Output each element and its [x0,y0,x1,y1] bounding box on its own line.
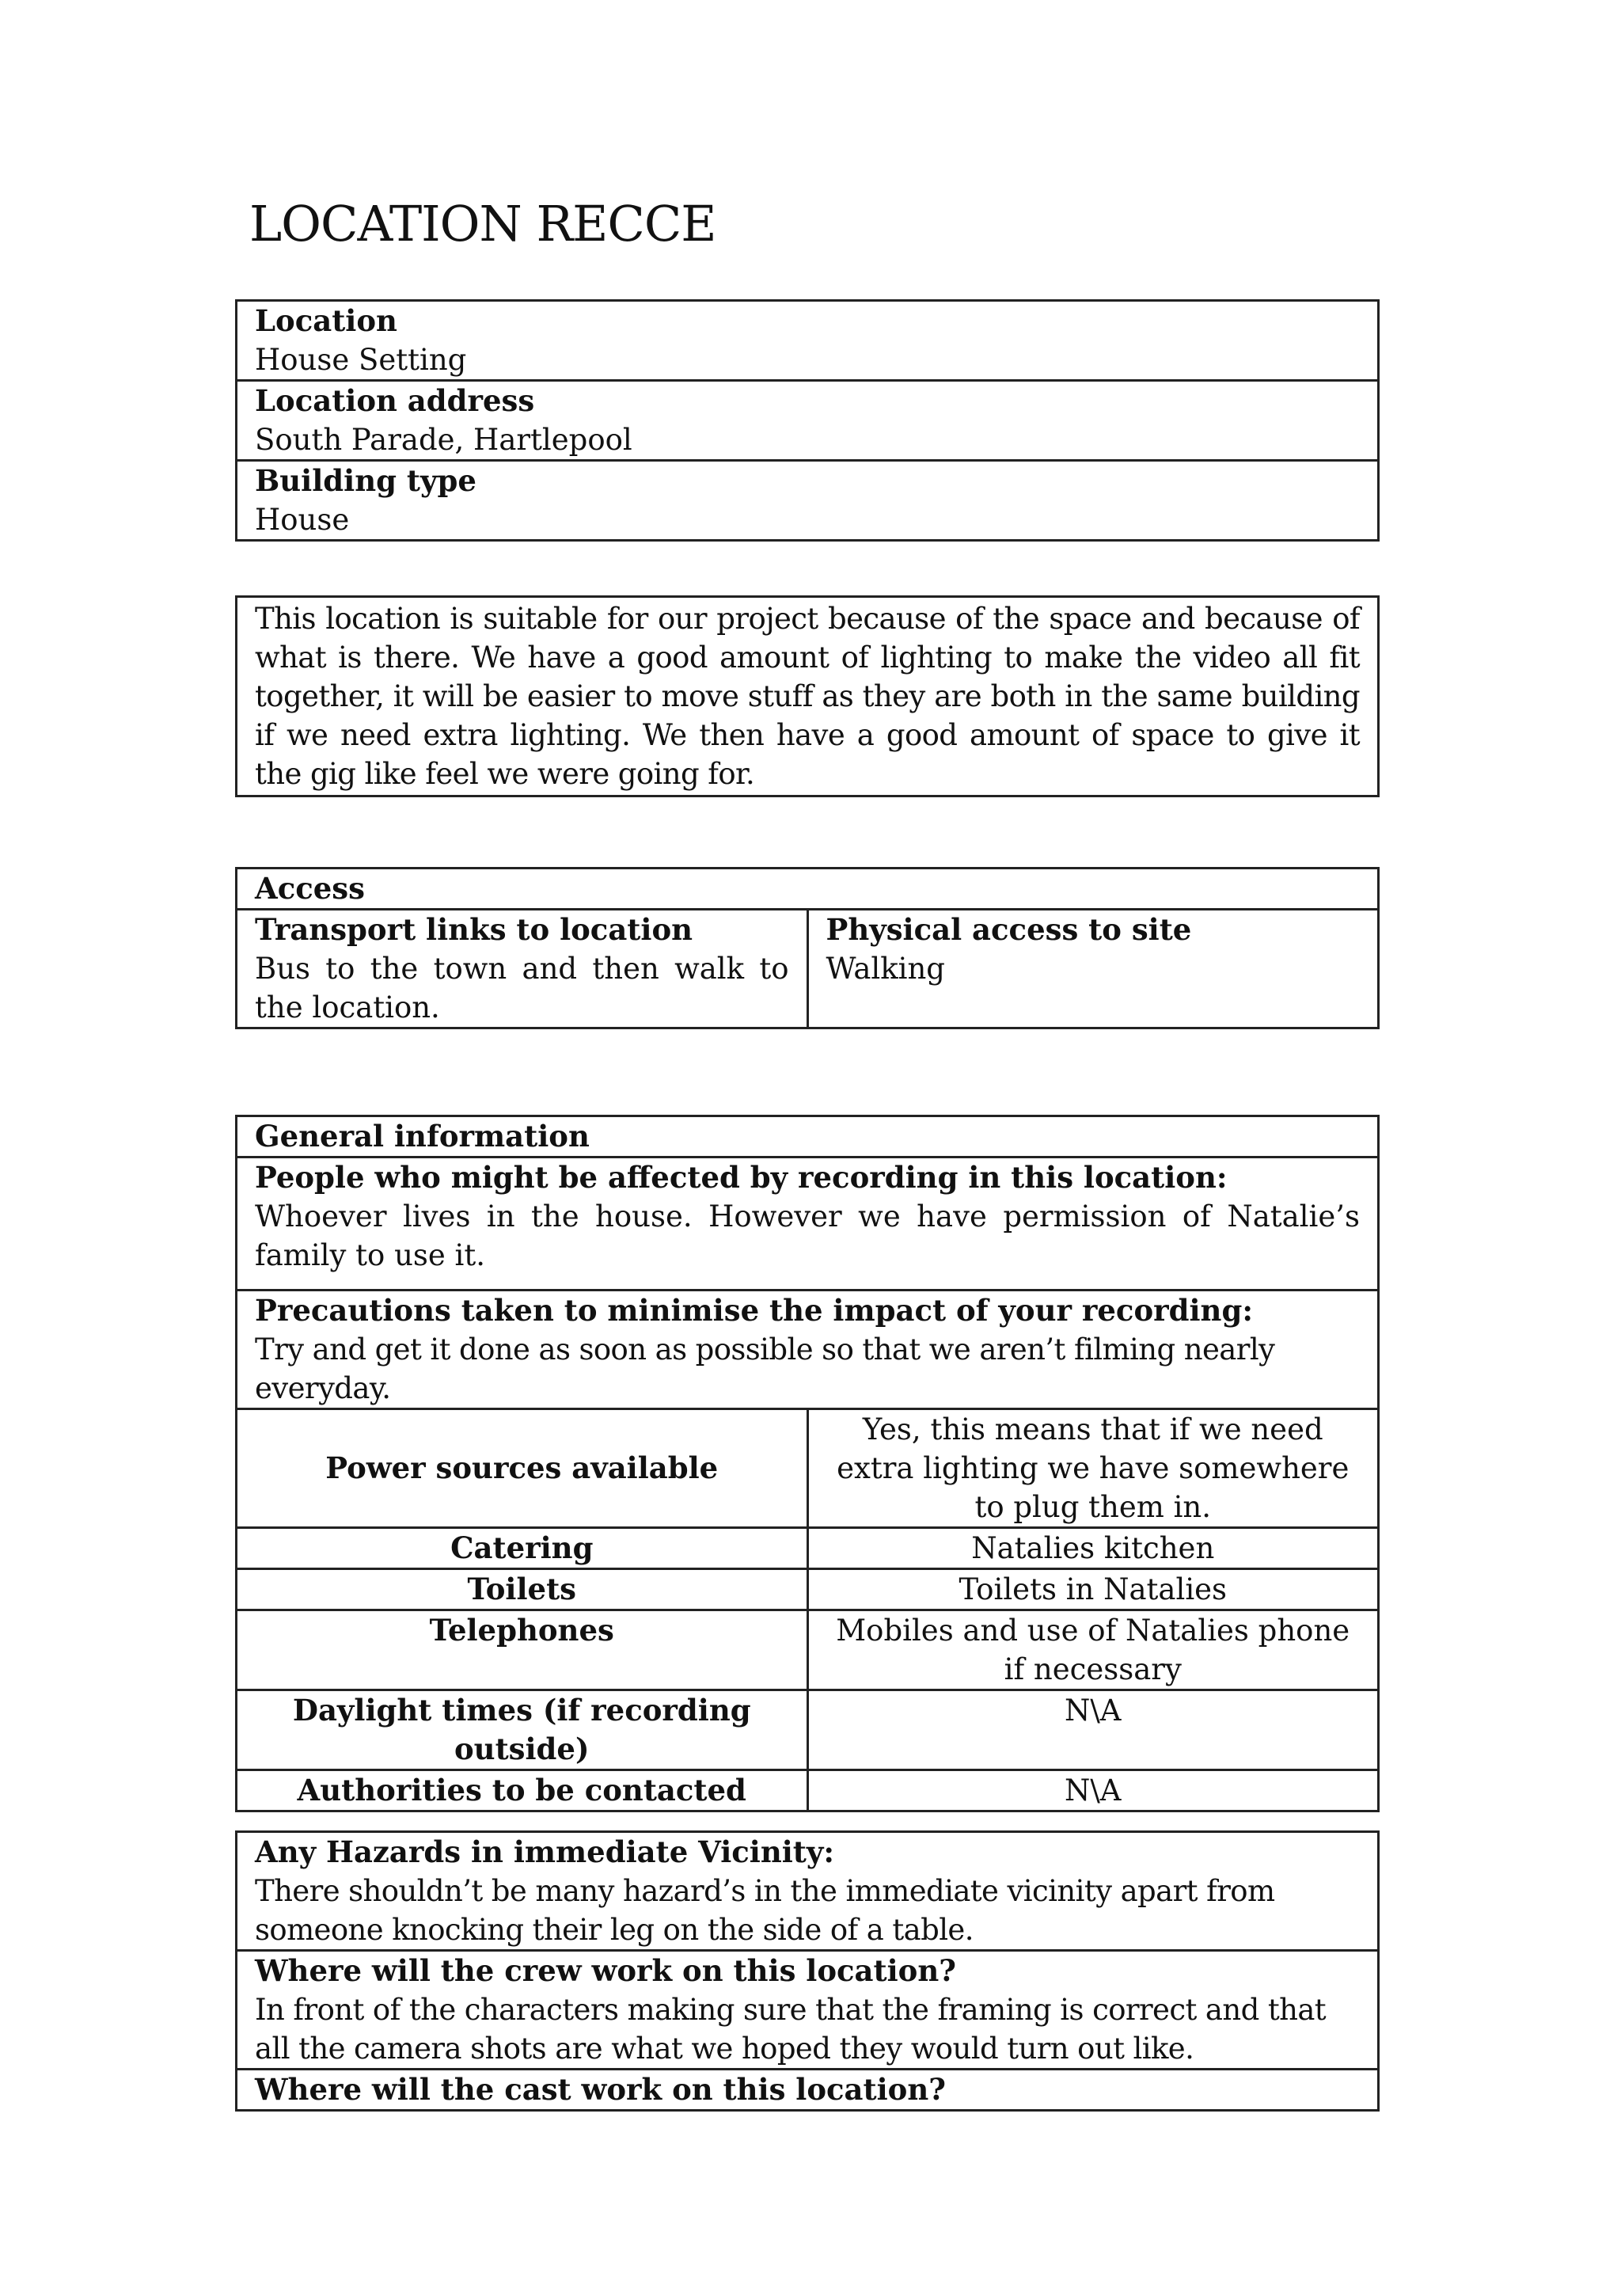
address-value: South Parade, Hartlepool [255,423,632,457]
access-heading: Access [255,871,365,906]
cast-label: Where will the cast work on this location? [255,2072,946,2107]
authorities-value-cell [807,1770,1379,1811]
catering-label-cell [237,1528,808,1569]
catering-value-cell [807,1528,1379,1569]
toilets-value: Toilets in Natalies [959,1572,1228,1606]
suitability-box [235,595,1380,797]
suitability-row [237,597,1379,796]
location-label: Location [255,303,397,338]
hazards-row [237,1832,1379,1951]
physical-access-label: Physical access to site [826,912,1192,947]
transport-value: Bus to the town and then walk to the location. [255,952,789,1024]
physical-access-value: Walking [826,952,945,986]
hazards-table [235,1830,1380,2112]
building-value: House [255,503,350,537]
catering-label: Catering [450,1530,594,1565]
general-heading-row [237,1116,1379,1158]
daylight-label-cell [237,1690,808,1770]
authorities-value: N\A [1064,1773,1122,1808]
address-label: Location address [255,383,535,418]
cast-cell [237,2070,1379,2111]
telephones-row [237,1610,1379,1690]
precautions-label: Precautions taken to minimise the impact of your recording: [255,1293,1253,1328]
toilets-row [237,1569,1379,1610]
catering-row [237,1528,1379,1569]
crew-row [237,1951,1379,2070]
power-value-cell [807,1409,1379,1528]
toilets-value-cell [807,1569,1379,1610]
crew-cell [237,1951,1379,2070]
people-affected-row [237,1158,1379,1291]
people-affected-label: People who might be affected by recording in this location: [255,1160,1228,1195]
address-cell [237,381,1379,461]
catering-value: Natalies kitchen [971,1531,1215,1565]
telephones-label-cell [237,1610,808,1690]
precautions-cell [237,1291,1379,1409]
physical-access-cell [807,910,1379,1028]
telephones-value-cell [807,1610,1379,1690]
crew-label: Where will the crew work on this location? [255,1953,956,1988]
authorities-label: Authorities to be contacted [297,1773,746,1808]
address-row [237,381,1379,461]
access-heading-row [237,869,1379,910]
access-heading-cell [237,869,1379,910]
crew-value: In front of the characters making sure that the framing is correct and that all the camera shots are what we hoped they would turn out like. [255,1993,1327,2066]
people-affected-cell [237,1158,1379,1291]
precautions-value: Try and get it done as soon as possible so that we aren’t filming nearly everyday. [255,1332,1275,1405]
general-heading-cell [237,1116,1379,1158]
location-value: House Setting [255,343,467,377]
telephones-label: Telephones [429,1613,614,1648]
power-value: Yes, this means that if we need extra lighting we have somewhere to plug them in. [837,1412,1350,1524]
page-title: LOCATION RECCE [249,195,716,253]
hazards-label: Any Hazards in immediate Vicinity: [255,1834,835,1869]
power-label-cell [237,1409,808,1528]
access-table [235,867,1380,1029]
daylight-value: N\A [1064,1693,1122,1728]
location-details-table [235,299,1380,542]
daylight-row [237,1690,1379,1770]
precautions-row [237,1291,1379,1409]
power-row [237,1409,1379,1528]
hazards-cell [237,1832,1379,1951]
general-information-table [235,1115,1380,1812]
toilets-label: Toilets [467,1572,577,1606]
authorities-row [237,1770,1379,1811]
building-row [237,461,1379,541]
daylight-value-cell [807,1690,1379,1770]
location-cell [237,301,1379,381]
general-heading: General information [255,1119,590,1154]
daylight-label: Daylight times (if recording outside) [292,1693,751,1766]
people-affected-value: Whoever lives in the house. However we have permission of Natalie’s family to use it. [255,1199,1360,1272]
power-label: Power sources available [325,1450,719,1485]
telephones-value: Mobiles and use of Natalies phone if necessary [836,1614,1350,1686]
building-label: Building type [255,463,476,498]
cast-row [237,2070,1379,2111]
transport-cell [237,910,808,1028]
location-row [237,301,1379,381]
access-detail-row [237,910,1379,1028]
authorities-label-cell [237,1770,808,1811]
hazards-value: There shouldn’t be many hazard’s in the immediate vicinity apart from someone knocking their leg on the side of a table. [255,1874,1275,1947]
suitability-text: This location is suitable for our project because of the space and because of what is there. We have a good amount of lighting to make the video all fit together, it will be easier to move stuff as they are both in the same building if we need extra lighting. We then have a good amount of space to give it the gig like feel we were going for. [237,597,1379,796]
transport-label: Transport links to location [255,912,693,947]
toilets-label-cell [237,1569,808,1610]
building-cell [237,461,1379,541]
